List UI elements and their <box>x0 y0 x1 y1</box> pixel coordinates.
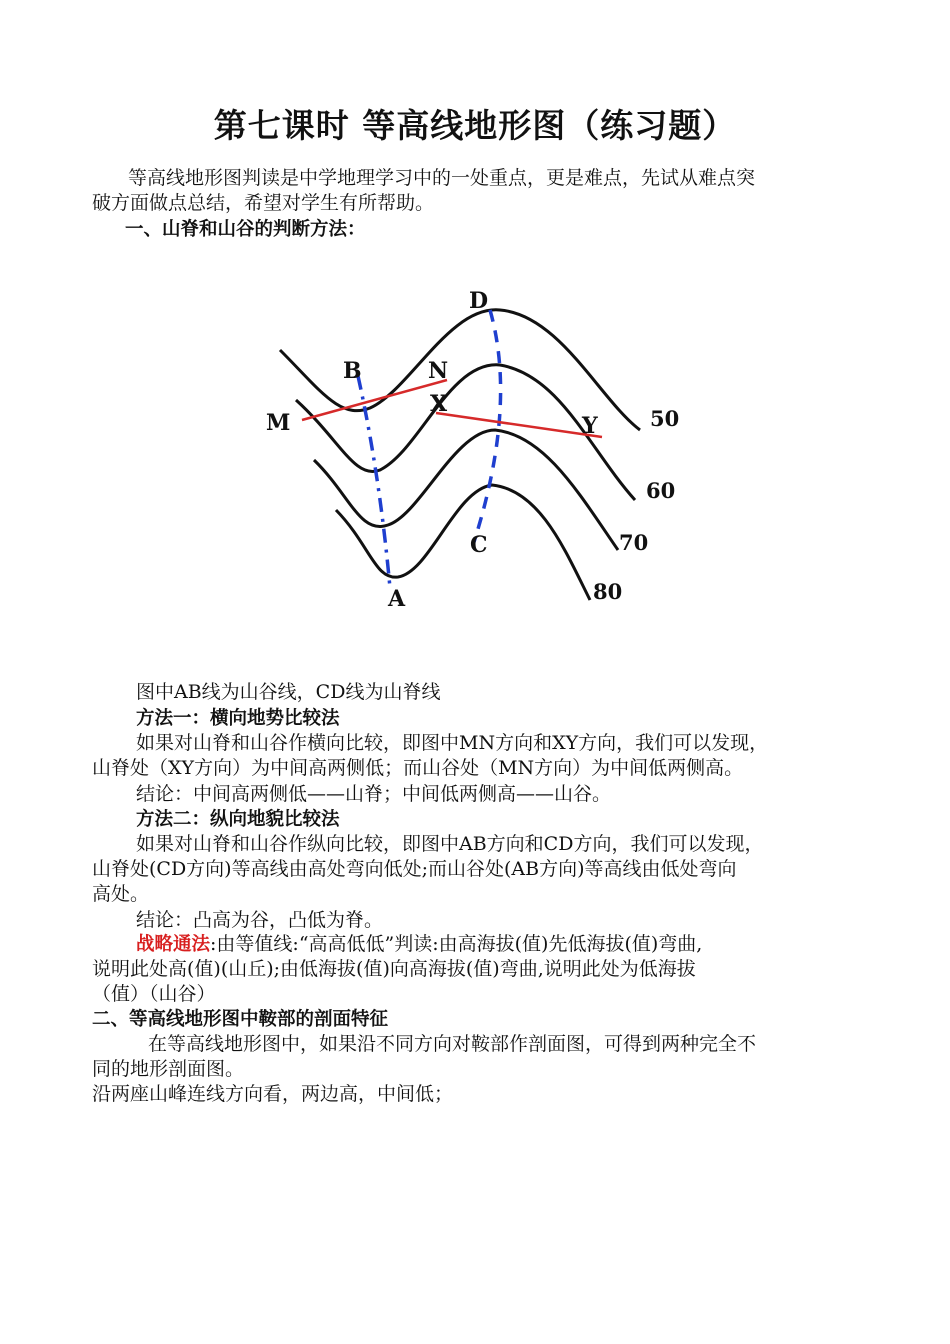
label-a: A <box>388 586 406 612</box>
section1-heading: 一、山脊和山谷的判断方法： <box>125 219 366 240</box>
strategy-line-3: （值）（山谷） <box>92 983 216 1005</box>
contour-diagram <box>0 280 950 640</box>
section2-line-1: 在等高线地形图中，如果沿不同方向对鞍部作剖面图，可得到两种完全不 <box>148 1033 757 1055</box>
strategy-label: 战略通法 <box>136 934 211 955</box>
contour-value-70: 70 <box>619 530 649 555</box>
contour-line-80 <box>336 485 590 600</box>
intro-paragraph <box>92 166 862 216</box>
section2-paragraph <box>92 1032 862 1107</box>
label-y: Y <box>582 413 598 439</box>
strategy-line-1: :由等值线:“高高低低”判读:由高海拔(值)先低海拔(值)弯曲, <box>210 933 703 955</box>
label-c: C <box>470 532 488 558</box>
section2-line-3: 沿两座山峰连线方向看，两边高，中间低； <box>92 1083 454 1105</box>
contour-value-60: 60 <box>646 478 676 503</box>
method1-line-1: 如果对山脊和山谷作横向比较，即图中MN方向和XY方向，我们可以发现， <box>136 732 769 754</box>
label-m: M <box>266 410 291 436</box>
contour-value-80: 80 <box>593 579 623 604</box>
diagram-caption: 图中AB线为山谷线，CD线为山脊线 <box>136 681 441 703</box>
method2-line-2: 山脊处(CD方向)等高线由高处弯向低处;而山谷处(AB方向)等高线由低处弯向 <box>92 858 737 880</box>
section2-heading: 二、等高线地形图中鞍部的剖面特征 <box>92 1009 389 1030</box>
intro-line-1: 等高线地形图判读是中学地理学习中的一处重点，更是难点，先试从难点突 <box>128 167 756 189</box>
label-x: X <box>430 391 448 417</box>
method1-line-2: 山脊处（XY方向）为中间高两侧低；而山谷处（MN方向）为中间低两侧高。 <box>92 757 744 779</box>
contour-value-50: 50 <box>650 406 680 431</box>
method2-line-3: 高处。 <box>92 883 150 905</box>
strategy-line-2: 说明此处高(值)(山丘);由低海拔(值)向高海拔(值)弯曲,说明此处为低海拔 <box>92 958 696 980</box>
label-n: N <box>428 358 449 384</box>
label-d: D <box>469 288 489 314</box>
method2-paragraph <box>92 832 862 907</box>
method2-line-1: 如果对山脊和山谷作纵向比较，即图中AB方向和CD方向，我们可以发现， <box>136 833 764 855</box>
page-title: 第七课时 等高线地形图（练习题） <box>213 106 737 145</box>
method1-heading: 方法一：横向地势比较法 <box>136 708 340 729</box>
section2-line-2: 同的地形剖面图。 <box>92 1058 245 1080</box>
conclusion-2: 结论：凸高为谷，凸低为脊。 <box>136 909 384 931</box>
profile-line-mn <box>302 380 447 420</box>
label-b: B <box>343 358 362 384</box>
intro-line-2: 破方面做点总结，希望对学生有所帮助。 <box>92 192 435 214</box>
valley-line-ab <box>358 376 390 588</box>
method1-paragraph <box>92 731 862 781</box>
ridge-line-cd <box>474 310 501 542</box>
contour-line-70 <box>314 430 618 550</box>
method2-heading: 方法二：纵向地貌比较法 <box>136 809 340 830</box>
conclusion-1: 结论：中间高两侧低——山脊；中间低两侧高——山谷。 <box>136 783 612 805</box>
strategy-paragraph <box>92 932 862 1007</box>
